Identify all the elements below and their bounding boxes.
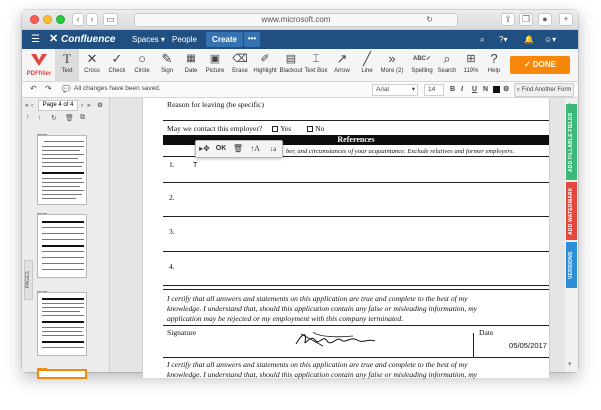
tool-blackout[interactable]: [279, 49, 303, 82]
font-select[interactable]: [372, 84, 418, 96]
reference-number-1: 1.: [169, 160, 175, 169]
minimize-window-button[interactable]: [43, 15, 52, 24]
help-icon: ?: [490, 51, 498, 66]
nav-spaces[interactable]: Spaces ▾: [132, 35, 165, 44]
chevron-down-icon[interactable]: ▾: [568, 361, 572, 368]
picture-icon: ▣: [209, 53, 221, 65]
redo-icon[interactable]: ↷: [45, 84, 52, 93]
tool-text-label: Text: [61, 68, 73, 74]
tool-spelling[interactable]: [410, 49, 434, 82]
share-icon[interactable]: ⇪: [501, 13, 515, 26]
pdf-toolbar: [22, 49, 578, 82]
confluence-logo[interactable]: Confluence: [61, 34, 116, 45]
tabs-icon[interactable]: ❐: [519, 13, 533, 26]
reload-icon[interactable]: ↻: [426, 15, 433, 24]
pages-side-label: PAGES: [25, 271, 31, 289]
tool-date-label: Date: [184, 68, 198, 74]
more-button[interactable]: •••: [244, 32, 260, 47]
pdffiller-logo: [24, 49, 54, 82]
certification-line-2: knowledge. I understand that, should this application contain any false or misleading information, my: [167, 304, 478, 313]
page-thumbnail-2[interactable]: [37, 214, 87, 278]
tool-circle-label: Circle: [134, 68, 150, 74]
contact-employer-question: [167, 124, 324, 133]
reason-for-leaving-label: Reason for leaving (be specific): [167, 100, 264, 109]
textbox-icon: ⌶: [312, 53, 320, 65]
tool-line[interactable]: [355, 49, 379, 82]
no-checkbox[interactable]: [307, 126, 313, 132]
delete-page-icon[interactable]: 🗑: [65, 115, 74, 122]
confluence-header: [22, 30, 578, 49]
increase-size-icon[interactable]: ↑A: [250, 144, 260, 153]
rotate-icon[interactable]: ↻: [51, 115, 57, 122]
address-bar[interactable]: [134, 13, 458, 27]
next-page-icon[interactable]: ›: [81, 102, 84, 109]
more-icon: »: [388, 51, 396, 66]
delete-icon[interactable]: 🗑: [232, 144, 244, 153]
tool-picture[interactable]: [203, 49, 227, 82]
bold-button[interactable]: B: [450, 86, 456, 93]
page-thumbnail-4[interactable]: [37, 369, 87, 379]
page-indicator: Page 4 of 4: [38, 100, 78, 111]
underline-button[interactable]: U: [472, 86, 478, 93]
tool-cross[interactable]: [80, 49, 104, 82]
tool-textbox[interactable]: [304, 49, 328, 82]
normal-button[interactable]: N: [483, 86, 489, 93]
tool-zoom[interactable]: [459, 49, 483, 82]
help-icon[interactable]: ?▾: [499, 35, 508, 44]
zoom-icon: ⊞: [466, 53, 476, 65]
browser-window: [22, 10, 578, 379]
text-edit-toolbar: [195, 140, 283, 158]
back-arrow-icon[interactable]: ‹: [72, 13, 84, 26]
pdffiller-logo-icon: [29, 52, 49, 68]
menu-icon[interactable]: ☰: [31, 34, 40, 45]
check-icon: ✓: [111, 51, 123, 66]
tool-sign[interactable]: [155, 49, 179, 82]
user-avatar[interactable]: ☺▾: [544, 35, 557, 44]
blackout-icon: ▤: [285, 53, 297, 65]
tool-zoom-label: 119%: [463, 68, 479, 74]
reference-number-2: 2.: [169, 193, 175, 202]
spelling-icon: ABC✓: [412, 56, 432, 62]
date-icon: ▦: [186, 53, 196, 64]
tool-check[interactable]: [105, 49, 129, 82]
text-icon: T: [63, 51, 71, 66]
no-label: No: [315, 124, 325, 133]
find-another-form-button[interactable]: [514, 83, 574, 97]
tool-highlight-label: Highlight: [253, 68, 277, 74]
pages-panel: [22, 98, 110, 372]
ok-button[interactable]: OK: [215, 145, 227, 152]
color-swatch[interactable]: [493, 86, 500, 93]
done-button[interactable]: ✓ DONE: [510, 56, 570, 74]
add-fillable-fields-tab[interactable]: [566, 104, 577, 180]
forward-arrow-icon[interactable]: ›: [86, 13, 98, 26]
tool-picture-label: Picture: [205, 68, 225, 74]
move-handle-icon[interactable]: ▸✥: [199, 144, 210, 153]
signature-label: Signature: [167, 328, 197, 337]
confluence-logo-icon[interactable]: ✕: [49, 33, 59, 45]
tool-line-label: Line: [361, 68, 373, 74]
certification-repeat-line-1: I certify that all answers and statements on this application are true and complete to the best of my: [167, 360, 468, 369]
nav-spaces-label: Spaces: [132, 35, 159, 44]
font-size-select[interactable]: [424, 84, 444, 96]
url-text: www.microsoft.com: [261, 15, 331, 24]
zoom-window-button[interactable]: [56, 15, 65, 24]
sign-icon: ✎: [161, 51, 173, 66]
chevron-down-icon: ▾: [411, 86, 415, 93]
tool-sign-label: Sign: [160, 68, 173, 74]
tool-date[interactable]: [179, 49, 203, 82]
add-watermark-tab[interactable]: [566, 182, 577, 240]
date-label: Date: [479, 328, 494, 337]
tool-help[interactable]: [482, 49, 506, 82]
reference-number-4: 4.: [169, 262, 175, 271]
font-size-value: 14: [428, 86, 436, 93]
move-down-icon[interactable]: ↓: [38, 114, 42, 121]
done-label: DONE: [532, 60, 557, 69]
tool-spelling-label: Spelling: [411, 68, 433, 74]
search-icon: ⌕: [443, 51, 451, 66]
browser-titlebar: [22, 10, 578, 30]
arrow-icon: ↗: [336, 51, 348, 66]
find-label: Find Another Form: [521, 87, 572, 93]
sidebar-toggle-icon[interactable]: ▭: [103, 13, 118, 26]
document-viewport: [110, 98, 565, 379]
circle-icon: ○: [138, 51, 146, 66]
reference-number-3: 3.: [169, 227, 175, 236]
highlight-icon: ✐: [260, 53, 270, 65]
tool-textbox-label: Text Box: [304, 68, 328, 74]
versions-label: VERSIONS: [568, 251, 574, 279]
tool-search[interactable]: [435, 49, 459, 82]
certification-line-3: application may be rejected or my employment with this company terminated.: [167, 314, 404, 323]
search-icon[interactable]: ⌕: [480, 35, 485, 44]
save-status: All changes have been saved.: [74, 85, 161, 92]
certification-repeat-line-2: knowledge. I understand that, should this application contain any false or misleading information, my: [167, 370, 478, 379]
tool-more[interactable]: [380, 49, 404, 82]
last-page-icon[interactable]: »: [87, 102, 91, 109]
versions-tab[interactable]: [566, 242, 577, 288]
panel-settings-icon[interactable]: ⚙: [97, 102, 103, 109]
references-heading: References: [163, 135, 549, 145]
add-fillable-fields-label: ADD FILLABLE FIELDS: [568, 112, 574, 172]
pages-side-tab[interactable]: [24, 260, 33, 300]
references-instruction: ber, and circumstances of your acquaintance. Exclude relatives and former employers.: [286, 148, 515, 155]
create-button[interactable]: Create: [206, 32, 243, 47]
move-up-icon[interactable]: ↑: [26, 114, 30, 121]
tool-check-label: Check: [108, 68, 126, 74]
close-window-button[interactable]: [30, 15, 39, 24]
page-thumbnail-1[interactable]: [37, 135, 87, 205]
erase-icon: ⌫: [232, 53, 248, 65]
tool-highlight[interactable]: [253, 49, 277, 82]
tool-help-label: Help: [487, 68, 501, 74]
tool-blackout-label: Blackout: [279, 68, 303, 74]
font-value: Arial: [376, 86, 390, 93]
page-thumbnail-3[interactable]: [37, 292, 87, 356]
contact-question-text: May we contact this employer?: [167, 124, 263, 133]
nav-people[interactable]: People: [172, 35, 197, 44]
notifications-icon[interactable]: 🔔: [524, 35, 534, 44]
date-value[interactable]: 05/05/2017: [509, 341, 548, 350]
settings-icon[interactable]: ⚙: [503, 86, 510, 93]
tool-arrow-label: Arrow: [334, 68, 350, 74]
italic-button[interactable]: I: [461, 86, 463, 93]
new-tab-icon[interactable]: +: [559, 13, 573, 26]
comment-icon[interactable]: 💬: [62, 86, 71, 93]
line-icon: ╱: [363, 51, 371, 66]
certification-line-1: I certify that all answers and statements on this application are true and complete to the best of my: [167, 294, 468, 303]
cross-icon: ✕: [86, 51, 98, 66]
tool-search-label: Search: [437, 68, 457, 74]
document-page: [142, 98, 550, 378]
text-cursor[interactable]: T: [193, 162, 198, 169]
tool-arrow[interactable]: [330, 49, 354, 82]
add-watermark-label: ADD WATERMARK: [568, 187, 574, 235]
format-bar: [22, 82, 578, 98]
side-tabs: [565, 98, 578, 372]
yes-checkbox[interactable]: [272, 126, 278, 132]
signature-image[interactable]: [293, 328, 378, 350]
tool-erase[interactable]: [228, 49, 252, 82]
search-icon: ⌕: [516, 87, 520, 93]
pdffiller-brand: PDFfiller: [26, 71, 52, 77]
yes-label: Yes: [280, 124, 292, 133]
tool-text[interactable]: [55, 49, 79, 82]
tool-more-label: More (2): [380, 68, 404, 74]
undo-icon[interactable]: ↶: [30, 84, 37, 93]
prev-page-icon[interactable]: ‹: [31, 102, 34, 109]
copy-page-icon[interactable]: ⧉: [80, 114, 85, 121]
extension-icon[interactable]: ●: [538, 13, 552, 26]
tool-circle[interactable]: [130, 49, 154, 82]
decrease-size-icon[interactable]: ↓a: [269, 145, 277, 153]
first-page-icon[interactable]: «: [25, 102, 29, 109]
tool-cross-label: Cross: [84, 68, 100, 74]
tool-erase-label: Erase: [232, 68, 248, 74]
